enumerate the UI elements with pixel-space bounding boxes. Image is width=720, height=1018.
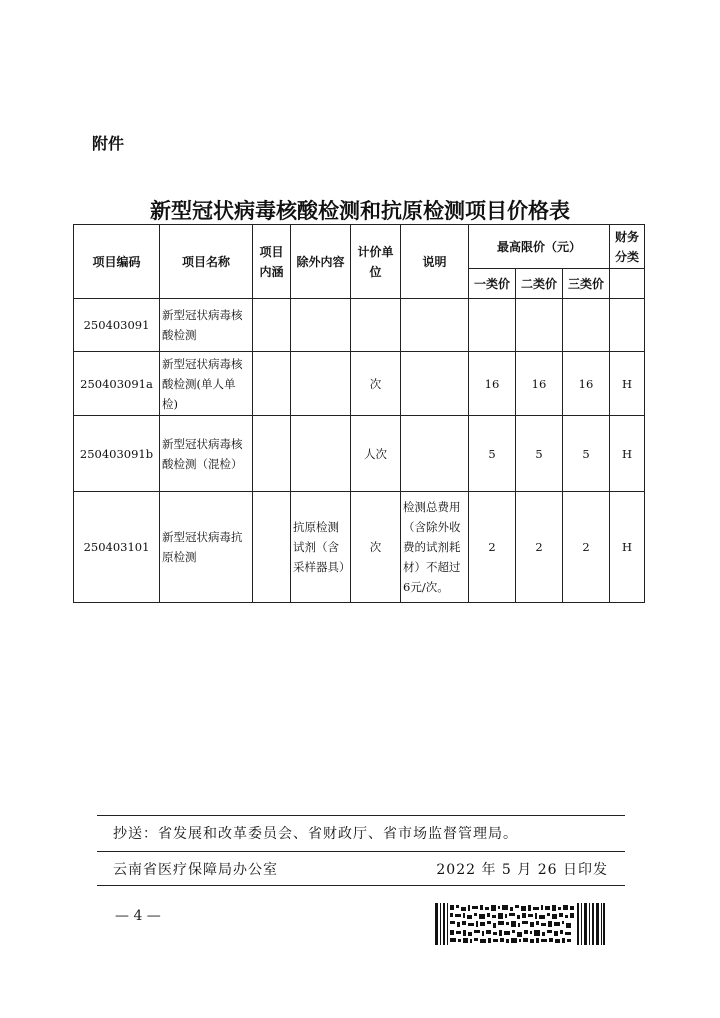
cell-connotation bbox=[253, 416, 291, 492]
cell-class2: 5 bbox=[516, 416, 563, 492]
cell-class2: 16 bbox=[516, 352, 563, 416]
document-title: 新型冠状病毒核酸检测和抗原检测项目价格表 bbox=[150, 198, 570, 223]
footer-divider-middle bbox=[97, 851, 625, 852]
cell-note bbox=[401, 299, 469, 352]
cell-unit: 人次 bbox=[351, 416, 401, 492]
cell-finance: H bbox=[610, 492, 645, 603]
footer-divider-bottom bbox=[97, 885, 625, 886]
header-class1: 一类价 bbox=[469, 269, 516, 299]
cell-code: 250403091a bbox=[74, 352, 160, 416]
table-row bbox=[74, 299, 645, 352]
cell-connotation bbox=[253, 352, 291, 416]
cell-note bbox=[401, 352, 469, 416]
cell-exclusion bbox=[291, 416, 351, 492]
table-header-row bbox=[74, 225, 645, 269]
cell-exclusion bbox=[291, 299, 351, 352]
table-row bbox=[74, 416, 645, 492]
cell-class1 bbox=[469, 299, 516, 352]
header-code: 项目编码 bbox=[74, 225, 160, 299]
header-finance: 财务分类 bbox=[610, 225, 645, 269]
cell-class3: 5 bbox=[563, 416, 610, 492]
cell-exclusion bbox=[291, 352, 351, 416]
cell-finance bbox=[610, 299, 645, 352]
table-row bbox=[74, 352, 645, 416]
header-connotation: 项目内涵 bbox=[253, 225, 291, 299]
cell-name: 新型冠状病毒核酸检测(单人单检) bbox=[160, 352, 253, 416]
cell-class1: 16 bbox=[469, 352, 516, 416]
header-finance-blank bbox=[610, 269, 645, 299]
cell-class3: 16 bbox=[563, 352, 610, 416]
cell-class1: 2 bbox=[469, 492, 516, 603]
header-note: 说明 bbox=[401, 225, 469, 299]
header-class3: 三类价 bbox=[563, 269, 610, 299]
cell-note bbox=[401, 416, 469, 492]
cell-name: 新型冠状病毒抗原检测 bbox=[160, 492, 253, 603]
cell-finance: H bbox=[610, 416, 645, 492]
table-row bbox=[74, 492, 645, 603]
header-class2: 二类价 bbox=[516, 269, 563, 299]
cell-code: 250403091 bbox=[74, 299, 160, 352]
footer-divider-top bbox=[97, 815, 625, 816]
cell-code: 250403101 bbox=[74, 492, 160, 603]
cell-class2: 2 bbox=[516, 492, 563, 603]
cell-connotation bbox=[253, 299, 291, 352]
cell-unit: 次 bbox=[351, 492, 401, 603]
cell-connotation bbox=[253, 492, 291, 603]
issuing-office: 云南省医疗保障局办公室 bbox=[113, 862, 278, 878]
cc-recipients: 抄送：省发展和改革委员会、省财政厅、省市场监督管理局。 bbox=[113, 826, 518, 842]
attachment-label: 附件 bbox=[92, 134, 125, 153]
header-exclusion: 除外内容 bbox=[291, 225, 351, 299]
cell-unit: 次 bbox=[351, 352, 401, 416]
cell-finance: H bbox=[610, 352, 645, 416]
page-number: — 4 — bbox=[115, 908, 161, 924]
header-name: 项目名称 bbox=[160, 225, 253, 299]
issue-date: 2022 年 5 月 26 日印发 bbox=[436, 862, 608, 878]
price-table bbox=[73, 224, 645, 603]
cell-unit bbox=[351, 299, 401, 352]
cell-class1: 5 bbox=[469, 416, 516, 492]
barcode-icon bbox=[435, 903, 605, 945]
cell-code: 250403091b bbox=[74, 416, 160, 492]
cell-name: 新型冠状病毒核酸检测 bbox=[160, 299, 253, 352]
header-unit: 计价单位 bbox=[351, 225, 401, 299]
cell-note: 检测总费用（含除外收费的试剂耗材）不超过6元/次。 bbox=[401, 492, 469, 603]
cell-class2 bbox=[516, 299, 563, 352]
cell-exclusion: 抗原检测试剂（含采样器具） bbox=[291, 492, 351, 603]
cell-class3 bbox=[563, 299, 610, 352]
cell-class3: 2 bbox=[563, 492, 610, 603]
header-max-price: 最高限价（元） bbox=[469, 225, 610, 269]
cell-name: 新型冠状病毒核酸检测（混检） bbox=[160, 416, 253, 492]
